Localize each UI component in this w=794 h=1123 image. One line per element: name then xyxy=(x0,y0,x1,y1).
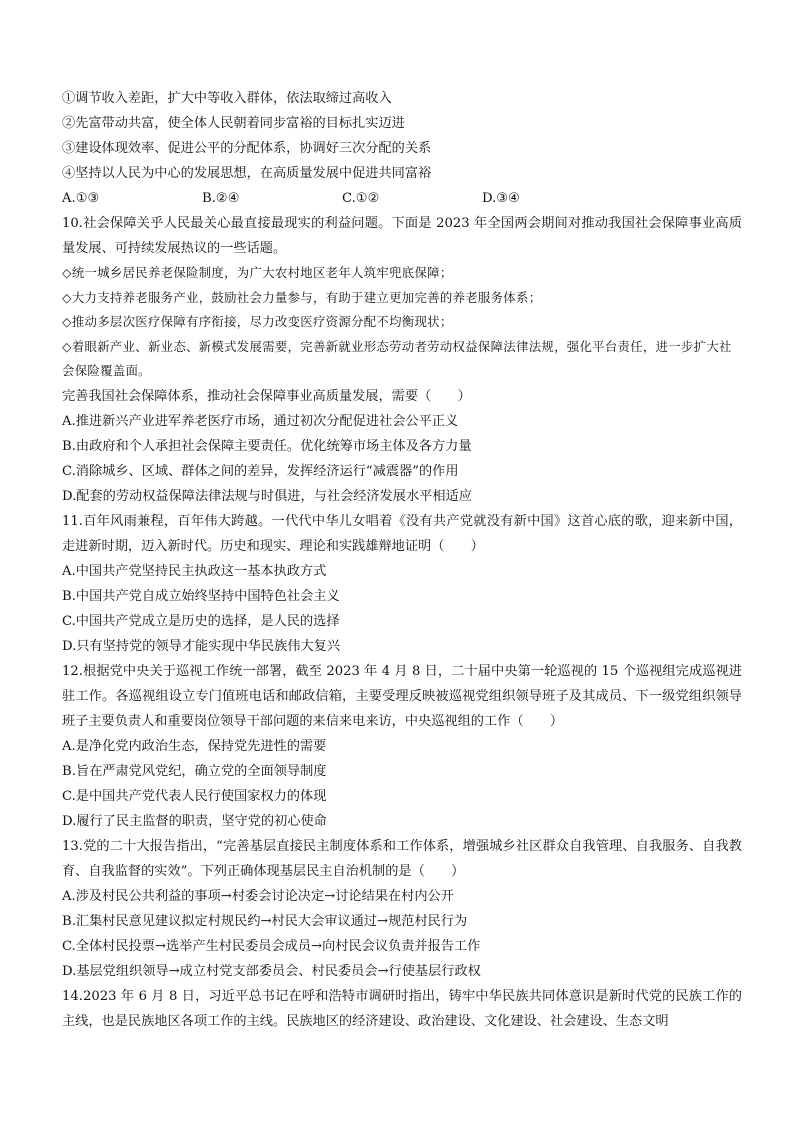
q10-bullet-1: ◇统一城乡居民养老保险制度，为广大农村地区老年人筑牢兜底保障； xyxy=(62,265,453,280)
q13-option-b: B.汇集村民意见建议拟定村规民约→村民大会审议通过→规范村民行为 xyxy=(62,913,468,929)
q12-option-c: C.是中国共产党代表人民行使国家权力的体现 xyxy=(62,788,327,804)
q10-option-a: A.推进新兴产业进军养老医疗市场，通过初次分配促进社会公平正义 xyxy=(62,413,459,429)
q9-option-d: D.③④ xyxy=(482,191,520,206)
q9-options xyxy=(62,186,742,211)
q9-block xyxy=(62,86,742,211)
q9-item-2: ②先富带动共富，使全体人民朝着同步富裕的目标扎实迈进 xyxy=(62,116,405,131)
q10-bullet-2: ◇大力支持养老服务产业，鼓励社会力量参与，有助于建立更加完善的养老服务体系； xyxy=(62,289,542,305)
q11-stem: 11.百年风雨兼程，百年伟大跨越。一代代中华儿女唱着《没有共产党就没有新中国》这首心底的歌，迎来新中国，走进新时期，迈入新时代。历史和现实、理论和实践雄辩地证明（ ） xyxy=(62,513,742,554)
q13-option-c: C.全体村民投票→选举产生村民委员会成员→向村民会议负责并报告工作 xyxy=(62,938,481,954)
q9-item-3: ③建设体现效率、促进公平的分配体系，协调好三次分配的关系 xyxy=(62,141,432,156)
q13-stem: 13.党的二十大报告指出，“完善基层直接民主制度体系和工作体系，增强城乡社区群众自我管理、自我服务、自我教育、自我监督的实效”。下列正确体现基层民主自治机制的是（ ） xyxy=(62,838,742,879)
q11-block xyxy=(62,509,742,659)
q10-option-b: B.由政府和个人承担社会保障主要责任。优化统筹市场主体及各方力量 xyxy=(62,438,472,454)
q12-option-a: A.是净化党内政治生态，保持党先进性的需要 xyxy=(62,738,327,754)
q9-option-a: A.①③ xyxy=(62,191,100,206)
q12-block xyxy=(62,659,742,834)
q13-block xyxy=(62,834,742,984)
q9-option-c: C.①② xyxy=(342,191,380,206)
q10-question: 完善我国社会保障体系，推动社会保障事业高质量发展，需要（ ） xyxy=(62,388,471,404)
q11-option-c: C.中国共产党成立是历史的选择，是人民的选择 xyxy=(62,613,340,629)
q9-item-4: ④坚持以人民为中心的发展思想，在高质量发展中促进共同富裕 xyxy=(62,166,432,181)
q10-block xyxy=(62,211,742,509)
q11-option-b: B.中国共产党自成立始终坚持中国特色社会主义 xyxy=(62,588,340,604)
q10-stem: 10.社会保障关乎人民最关心最直接最现实的利益问题。下面是 2023 年全国两会期间对推动我国社会保障事业高质量发展、可持续发展热议的一些话题。 xyxy=(62,216,742,256)
q14-stem: 14.2023 年 6 月 8 日，习近平总书记在呼和浩特市调研时指出，铸牢中华民族共同体意识是新时代党的民族工作的主线，也是民族地区各项工作的主线。民族地区的经济建设、政治建设、文化建设、社会建设、生态文明 xyxy=(62,988,742,1029)
q10-option-c: C.消除城乡、区域、群体之间的差异，发挥经济运行“减震器”的作用 xyxy=(62,463,459,479)
q10-option-d: D.配套的劳动权益保障法律法规与时俱进，与社会经济发展水平相适应 xyxy=(62,488,472,504)
q9-option-b: B.②④ xyxy=(202,191,240,206)
q12-option-b: B.旨在严肃党风党纪，确立党的全面领导制度 xyxy=(62,763,327,779)
q13-option-d: D.基层党组织领导→成立村党支部委员会、村民委员会→行使基层行政权 xyxy=(62,963,481,979)
q11-option-a: A.中国共产党坚持民主执政这一基本执政方式 xyxy=(62,563,327,579)
q11-option-d: D.只有坚持党的领导才能实现中华民族伟大复兴 xyxy=(62,638,341,654)
exam-page xyxy=(62,86,742,1034)
q13-option-a: A.涉及村民公共利益的事项→村委会讨论决定→讨论结果在村内公开 xyxy=(62,888,454,904)
q10-bullet-3: ◇推动多层次医疗保障有序衔接，尽力改变医疗资源分配不均衡现状； xyxy=(62,314,453,329)
q12-option-d: D.履行了民主监督的职责，坚守党的初心使命 xyxy=(62,813,327,829)
q10-bullet-4: ◇着眼新产业、新业态、新模式发展需要，完善新就业形态劳动者劳动权益保障法律法规，强化平台责任，进一步扩大社会保险覆盖面。 xyxy=(62,338,732,378)
q14-block xyxy=(62,984,742,1034)
q9-item-1: ①调节收入差距，扩大中等收入群体，依法取缔过高收入 xyxy=(62,91,392,106)
q12-stem: 12.根据党中央关于巡视工作统一部署，截至 2023 年 4 月 8 日，二十届中央第一轮巡视的 15 个巡视组完成巡视进驻工作。各巡视组设立专门值班电话和邮政信箱，主要受理反映被巡视党组织领导班子及其成员、下一级党组织领导班子主要负责人和重要岗位领导干部问题的来信来电来访，中央巡视组的工作（ ） xyxy=(62,663,742,729)
